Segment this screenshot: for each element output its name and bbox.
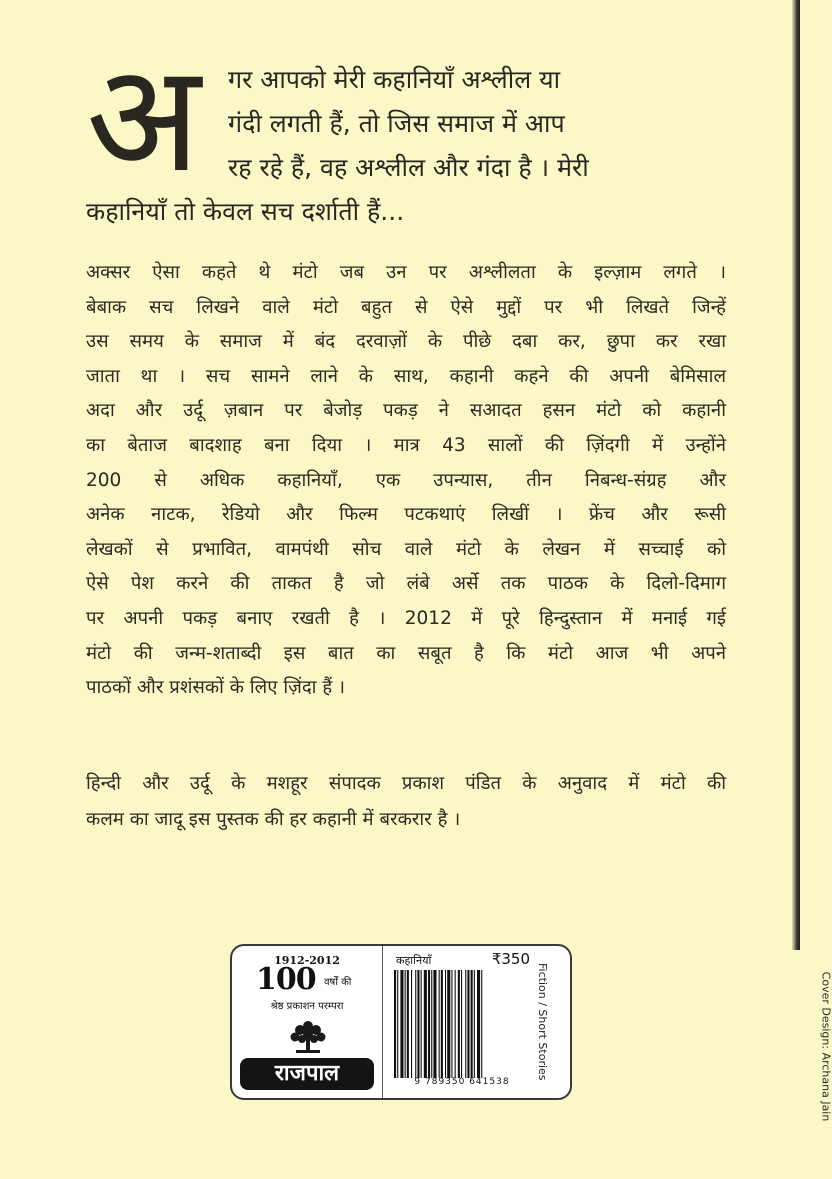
body-line: लेखकों से प्रभावित, वामपंथी सोच वाले मंटो के लेखन में सच्चाई को [86,538,726,560]
barcode-bar [439,970,440,1078]
drop-cap [86,32,226,206]
body-line: ऐसे पेश करने की ताकत है जो लंबे अर्से तक पाठक के दिलो-दिमाग [86,573,726,595]
body-line: उस समय के समाज में बंद दरवाज़ों के पीछे दबा कर, छुपा कर रखा [86,331,726,353]
cover-design-credit: Cover Design: Archana Jain [819,971,832,1122]
publishing-tradition: श्रेष्ठ प्रकाशन परम्परा [270,1001,344,1012]
barcode-bar [481,970,482,1078]
barcode-bar [394,970,396,1078]
barcode-bar [415,970,416,1078]
barcode-bar [441,970,443,1078]
body-line: अनेक नाटक, रेडियो और फिल्म पटकथाएं लिखीं । फ्रेंच और रूसी [86,504,726,526]
body-line: हिन्दी और उर्दू के मशहूर संपादक प्रकाश पंडित के अनुवाद में मंटो की [86,773,726,794]
body-line: पर अपनी पकड़ बनाए रखती है । 2012 में पूरे हिन्दुस्तान में मनाई गई [86,607,726,629]
years-range: 1912-2012 [274,954,340,967]
barcode-bar [433,970,436,1078]
body-line: जाता था । सच सामने लाने के साथ, कहानी कहने की अपनी बेमिसाल [86,365,726,387]
body-line: मंटो की जन्म-शताब्दी इस बात का सबूत है कि मंटो आज भी अपने [86,642,726,664]
body-line: का बेताज बादशाह बना दिया । मात्र 43 सालों की ज़िंदगी में उन्होंने [86,434,726,456]
publisher-logo: राजपाल [240,1058,374,1090]
barcode-bar [451,970,452,1078]
barcode-bar [407,970,409,1078]
barcode-bar [421,970,422,1078]
body-line: अक्सर ऐसा कहते थे मंटो जब उन पर अश्लीलता के इल्ज़ाम लगते । [86,262,726,283]
barcode-bar [458,970,460,1078]
intro-line-1: गर आपको मेरी कहानियाँ अश्लील या [228,65,561,94]
barcode [392,970,532,1078]
body-line: 200 से अधिक कहानियाँ, एक उपन्यास, तीन निबन्ध-संग्रह और [86,469,726,491]
years-word: वर्षों की [324,977,352,988]
barcode-bar [455,970,456,1078]
body-line: कलम का जादू इस पुस्तक की हर कहानी में बरकरार है । [86,809,461,830]
barcode-bar [461,970,462,1078]
barcode-bar [447,970,450,1078]
genre-english: Fiction / Short Stories [536,963,549,1081]
intro-line-3: रह रहे हैं, वह अश्लील और गंदा है । मेरी [228,153,589,182]
intro-line-2: गंदी लगती हैं, तो जिस समाज में आप [228,109,565,138]
body-line: पाठकों और प्रशंसकों के लिए ज़िंदा हैं । [86,677,346,699]
isbn-number: 9 789350 641538 [414,1077,510,1087]
barcode-bar [445,970,446,1078]
barcode-bar [471,970,473,1078]
barcode-bar [431,970,432,1078]
publisher-badge [232,946,383,1098]
barcode-bar [397,970,398,1078]
body-paragraph-2 [86,766,726,838]
barcode-panel [384,946,570,1098]
barcode-bar [474,970,475,1078]
intro-line-4: कहानियाँ तो केवल सच दर्शाती हैं... [86,197,405,226]
body-line: अदा और उर्दू ज़बान पर बेजोड़ पकड़ ने सआदत हसन मंटो को कहानी [86,400,726,422]
publisher-barcode-box [230,944,572,1100]
body-line: बेबाक सच लिखने वाले मंटो बहुत से ऐसे मुद्दों पर भी लिखते जिन्हें [86,296,726,318]
barcode-bar [467,970,469,1078]
barcode-bar [465,970,466,1078]
genre-hindi: कहानियाँ [396,954,432,967]
barcode-bar [411,970,412,1078]
intro-quote [86,32,726,252]
body-paragraph-1 [86,256,726,706]
book-spine-edge [792,0,800,950]
tree-icon [288,1018,328,1056]
barcode-bar [405,970,406,1078]
drop-cap-letter: अ [86,32,201,206]
price: ₹350 [491,950,530,968]
barcode-bar [400,970,403,1078]
barcode-bar [417,970,419,1078]
barcode-bar [428,970,430,1078]
barcode-bar [424,970,427,1078]
years-number: 100 [256,962,316,997]
barcode-bar [477,970,480,1078]
